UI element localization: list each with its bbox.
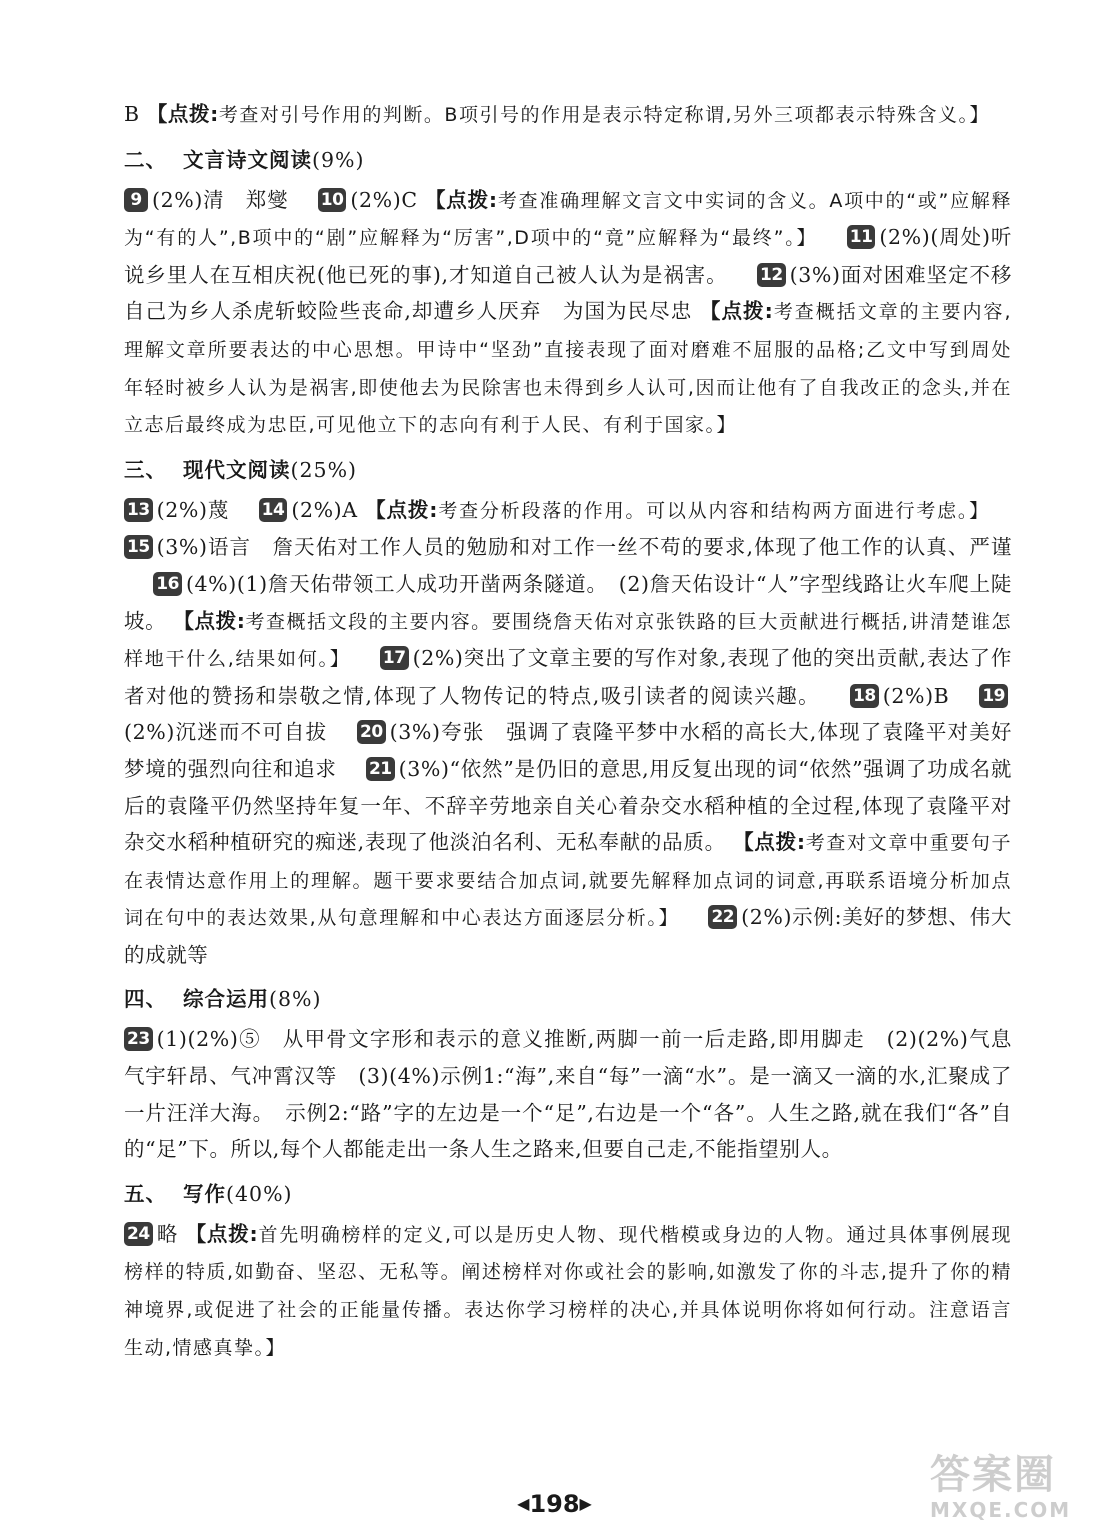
section-heading-3 [124, 452, 1012, 488]
question-number-badge: 12 [757, 263, 786, 287]
question-number-badge: 17 [380, 646, 409, 670]
answer-text: (3%)语言 詹天佑对工作人员的勉励和对工作一丝不苟的要求,体现了他工作的认真、严谨 [156, 535, 1012, 560]
answer-paragraph [124, 182, 1034, 444]
answer-text: (2%)蔑 [156, 497, 230, 522]
answer-text: (2%)C [350, 187, 418, 212]
question-number-badge: 15 [124, 535, 153, 559]
answer-paragraph [124, 1021, 1034, 1167]
tip-label: 【点拨: [699, 299, 774, 324]
question-number-badge: 9 [124, 188, 148, 212]
section-heading-5 [124, 1176, 1012, 1212]
section-number: 五、 [124, 1181, 167, 1206]
answer-text: (2%)B [882, 683, 950, 708]
question-number-badge: 14 [259, 498, 288, 522]
answer-paragraph [124, 1216, 1012, 1366]
tip-label: 【点拨: [365, 497, 439, 522]
question-number-badge: 23 [124, 1027, 153, 1051]
question-number-badge: 18 [850, 684, 879, 708]
section-title: 写作 [183, 1181, 226, 1206]
tip-text: 考查准确理解文言文中实词的含义。A项中的“或”应解释为“有的人”,B项中的“剧”应解释为“厉害”,D项中的“竟”应解释为“最终”。】 [124, 189, 1013, 250]
tip-label: 【点拨: [173, 608, 246, 633]
question-number-badge: 11 [847, 225, 876, 249]
answer-text: (3%)夸张 强调了袁隆平梦中水稻的高长大,体现了袁隆平对美好梦境的强烈向往和追求 [124, 720, 1012, 781]
question-number-badge: 24 [124, 1222, 153, 1246]
watermark-url: MXQE.COM [930, 1498, 1072, 1522]
watermark-logo-text: 答案圈 [930, 1452, 1056, 1498]
question-number-badge: 13 [124, 498, 153, 522]
answer-text: (2%)清 郑燮 [152, 187, 289, 212]
watermark [930, 1452, 1095, 1532]
answer-text: (1)(2%)⑤ 从甲骨文字形和表示的意义推断,两脚一前一后走路,即用脚走 (2)(2%)气息 气宇轩昂、气冲霄汉等 (3)(4%)示例1:“海”,来自“每”一滴“水”。是一滴又一滴的水,汇聚成了一片汪洋大海。 示例2:“路”字的左边是一个“足”,右边是一个“各”。人生之路,就在我们“各”自的“足”下。所以,每个人都能走出一条人生之路来,但要自己走,不能指望别人。 [124, 1027, 1034, 1162]
tip-text: 考查概括文章的主要内容,理解文章所要表达的中心思想。甲诗中“坚劲”直接表现了面对磨难不屈服的品格;乙文中写到周处年轻时被乡人认为是祸害,即使他去为民除害也未得到乡人认可,因而让他有了自我改正的念头,并在立志后最终成为忠臣,可见他立下的志向有利于人民、有利于国家。】 [124, 301, 1012, 437]
tip-text: 考查对文章中重要句子在表情达意作用上的理解。题干要求要结合加点词,就要先解释加点词的词意,再联系语境分析加点词在句中的表达效果,从句意理解和中心表达方面逐层分析。】 [124, 832, 1012, 930]
answer-text: (2%)示例:美好的梦想、伟大的成就等 [124, 905, 1012, 967]
answer-text: (2%)突出了文章主要的写作对象,表现了他的突出贡献,表达了作者对他的赞扬和崇敬之情,体现了人物传记的特点,吸引读者的阅读兴趣。 [124, 646, 1012, 708]
section-percent: (40%) [226, 1181, 293, 1206]
answer-text: (2%)A [291, 497, 358, 522]
section-percent: (8%) [269, 987, 322, 1012]
section-title: 文言诗文阅读 [183, 147, 312, 172]
page-number-text: 198 [529, 1490, 580, 1518]
answer-paragraph [124, 492, 1012, 974]
answer-content [124, 96, 1034, 1366]
question-number-badge: 21 [366, 757, 395, 781]
answer-text: (3%)面对困难坚定不移 自己为乡人杀虎斩蛟险些丧命,却遭乡人厌弃 为国为民尽忠 [124, 262, 1034, 324]
section-number: 三、 [124, 457, 167, 482]
section-heading-2 [124, 142, 1012, 178]
section-percent: (25%) [290, 457, 358, 482]
question-number-badge: 16 [153, 572, 182, 596]
tip-label: 【点拨: [733, 830, 806, 855]
section-title: 现代文阅读 [183, 457, 291, 482]
section-percent: (9%) [312, 147, 365, 172]
answer-text: (4%)(1)詹天佑带领工人成功开凿两条隧道。 (2)詹天佑设计“人”字型线路让火车爬上陡坡。 [124, 571, 1012, 633]
question-number-badge: 20 [357, 720, 386, 744]
tip-text: 首先明确榜样的定义,可以是历史人物、现代楷模或身边的人物。通过具体事例展现榜样的特质,如勤奋、坚忍、无私等。阐述榜样对你或社会的影响,如激发了你的斗志,提升了你的精神境界,或促进了社会的正能量传播。表达你学习榜样的决心,并具体说明你将如何行动。注意语言生动,情感真挚。】 [124, 1223, 1012, 1359]
question-number-badge: 19 [979, 684, 1008, 708]
tip-text: 考查概括文段的主要内容。要围绕詹天佑对京张铁路的巨大贡献进行概括,讲清楚谁怎样地干什么,结果如何。】 [124, 610, 1013, 671]
section-title: 综合运用 [183, 987, 269, 1012]
tip-text: 考查分析段落的作用。可以从内容和结构两方面进行考虑。】 [438, 499, 990, 522]
tip-text: 考查对引号作用的判断。B项引号的作用是表示特定称谓,另外三项都表示特殊含义。】 [218, 104, 990, 126]
tip-label: 【点拨: [424, 187, 498, 212]
section-heading-4 [124, 981, 1012, 1017]
section-number: 四、 [124, 987, 167, 1012]
section-number: 二、 [124, 147, 167, 172]
answer-text: (3%)“依然”是仍旧的意思,用反复出现的词“依然”强调了功成名就后的袁隆平仍然坚持年复一年、不辞辛劳地亲自关心着杂交水稻种植的全过程,体现了袁隆平对杂交水稻种植研究的痴迷,表现了他淡泊名利、无私奉献的品质。 [124, 756, 1012, 855]
left-triangle-icon: ◀ [517, 1494, 530, 1513]
question-number-badge: 22 [708, 905, 737, 929]
answer-lead: B [124, 102, 140, 126]
answer-text: 略 [156, 1221, 179, 1246]
answer-text: (2%)(周处)听说乡里人在互相庆祝(他已死的事),才知道自己被人认为是祸害。 [124, 225, 1012, 287]
answer-text: (2%)沉迷而不可自拔 [124, 720, 328, 745]
tip-label: 【点拨: [185, 1221, 259, 1246]
question-number-badge: 10 [318, 188, 347, 212]
tip-label: 【点拨: [146, 102, 219, 126]
right-triangle-icon: ▶ [579, 1494, 592, 1513]
answer-paragraph [124, 96, 1012, 134]
